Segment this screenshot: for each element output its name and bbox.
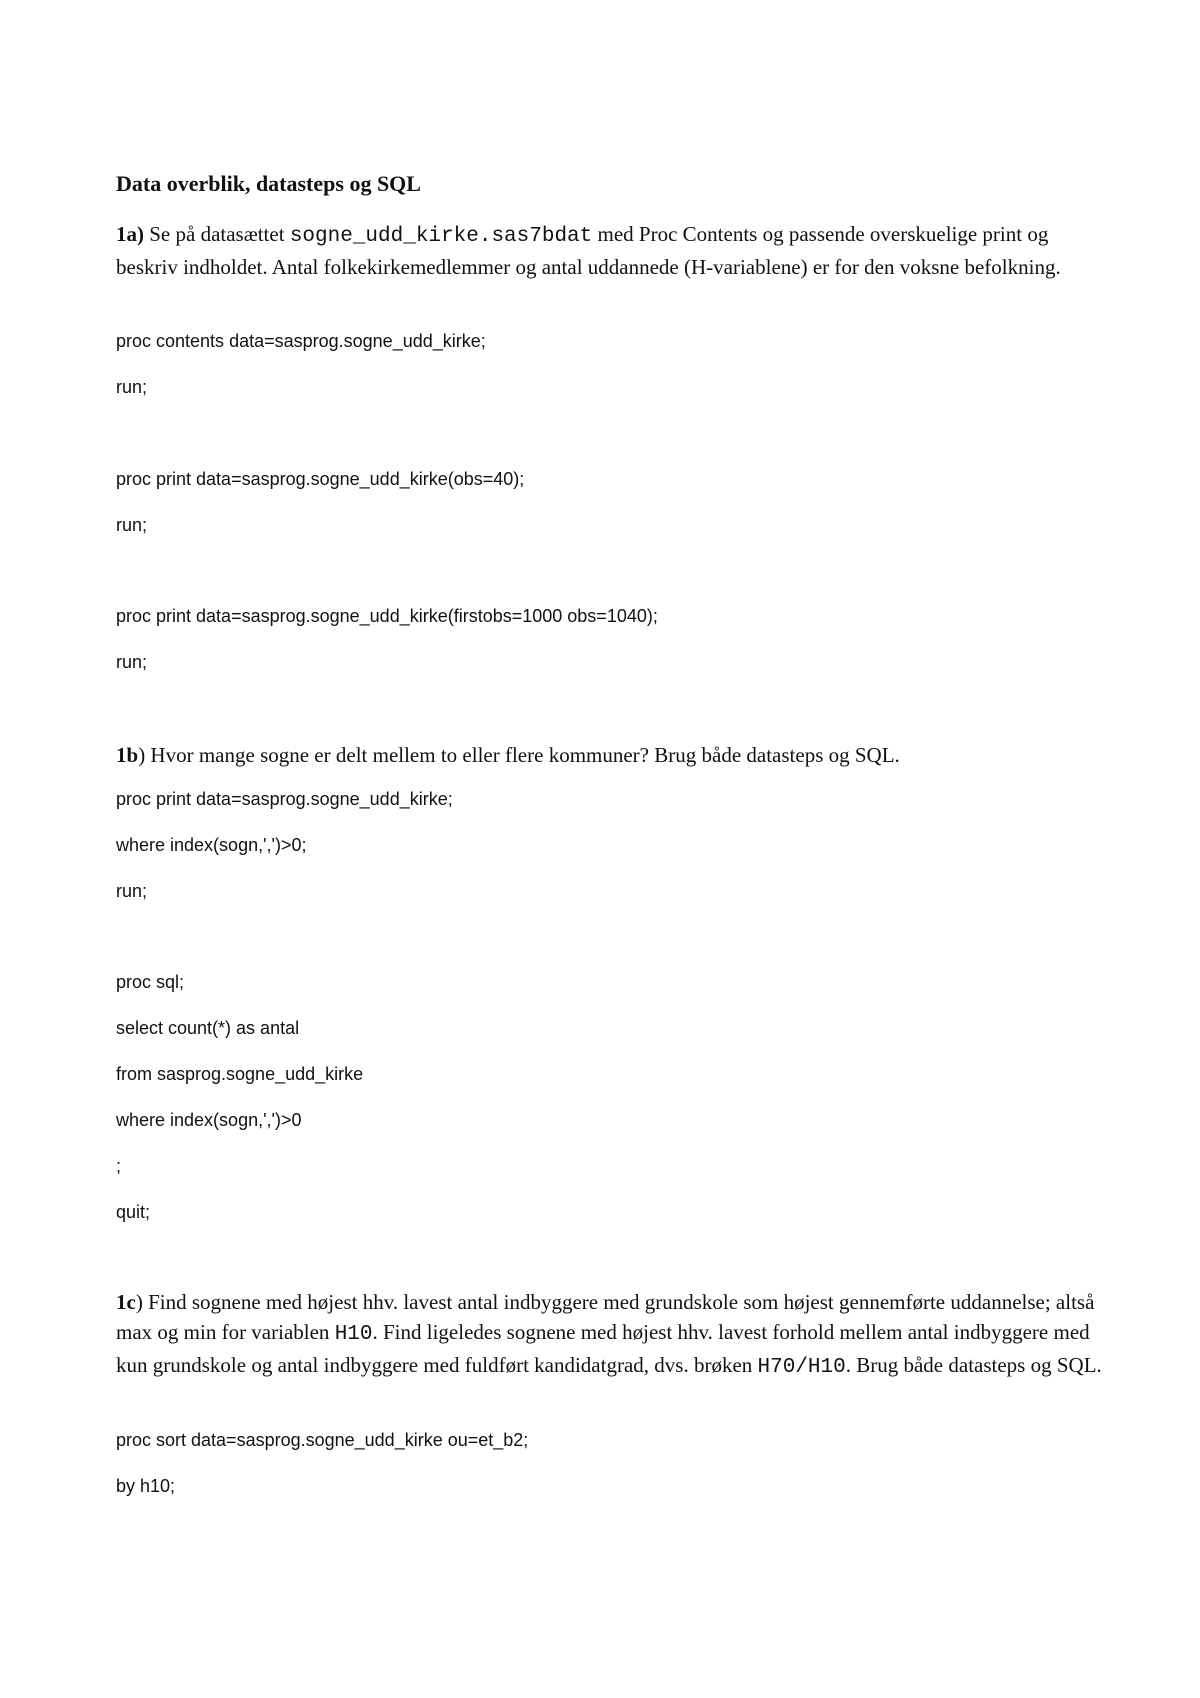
question-1c-text-3: . Brug både datasteps og SQL. [845, 1353, 1102, 1377]
code-line: proc print data=sasprog.sogne_udd_kirke(obs=40); [116, 469, 525, 489]
question-1b [116, 740, 1106, 770]
question-1c-text-1: ) Find sognene med højest hhv. lavest antal indbyggere med grundskole som højest gennemførte uddannelse; altså max og min for variablen [116, 1290, 1095, 1344]
code-line: by h10; [116, 1476, 176, 1496]
code-line: where index(sogn,',')>0 [116, 1110, 302, 1130]
question-1b-label: 1b [116, 743, 139, 767]
code-line: proc sort data=sasprog.sogne_udd_kirke ou=et_b2; [116, 1430, 529, 1450]
code-line: run; [116, 515, 148, 535]
code-line: run; [116, 881, 148, 901]
question-1c-label: 1c [116, 1290, 136, 1314]
section-title: Data overblik, datasteps og SQL [116, 171, 421, 196]
question-1a-label: 1a) [116, 222, 144, 246]
code-line: quit; [116, 1202, 151, 1222]
code-line: select count(*) as antal [116, 1018, 300, 1038]
code-line: where index(sogn,',')>0; [116, 835, 307, 855]
variable-h10: H10 [334, 1323, 373, 1346]
dataset-name: sogne_udd_kirke.sas7bdat [289, 225, 593, 248]
question-1a [116, 219, 1106, 282]
code-line: run; [116, 652, 148, 672]
question-1c [116, 1287, 1106, 1383]
code-line: from sasprog.sogne_udd_kirke [116, 1064, 364, 1084]
code-line: proc sql; [116, 972, 185, 992]
code-line: proc print data=sasprog.sogne_udd_kirke; [116, 789, 453, 809]
question-1a-text-2: med Proc Contents og passende overskuelige print og beskriv indholdet. Antal folkekirkemedlemmer og antal uddannede (H-variablene) er for den voksne befolkning. [116, 222, 1061, 279]
ratio-h70-h10: H70/H10 [757, 1356, 846, 1379]
code-line: proc contents data=sasprog.sogne_udd_kirke; [116, 331, 486, 351]
code-line: proc print data=sasprog.sogne_udd_kirke(firstobs=1000 obs=1040); [116, 606, 658, 626]
code-line: run; [116, 377, 148, 397]
question-1c-text-2: . Find ligeledes sognene med højest hhv. lavest forhold mellem antal indbyggere med kun grundskole og antal indbyggere med fuldført kandidatgrad, dvs. brøken [116, 1320, 1090, 1377]
question-1b-text: ) Hvor mange sogne er delt mellem to eller flere kommuner? Brug både datasteps og SQL. [138, 743, 900, 767]
code-line: ; [116, 1156, 122, 1176]
question-1a-text-1: Se på datasættet [144, 222, 290, 246]
